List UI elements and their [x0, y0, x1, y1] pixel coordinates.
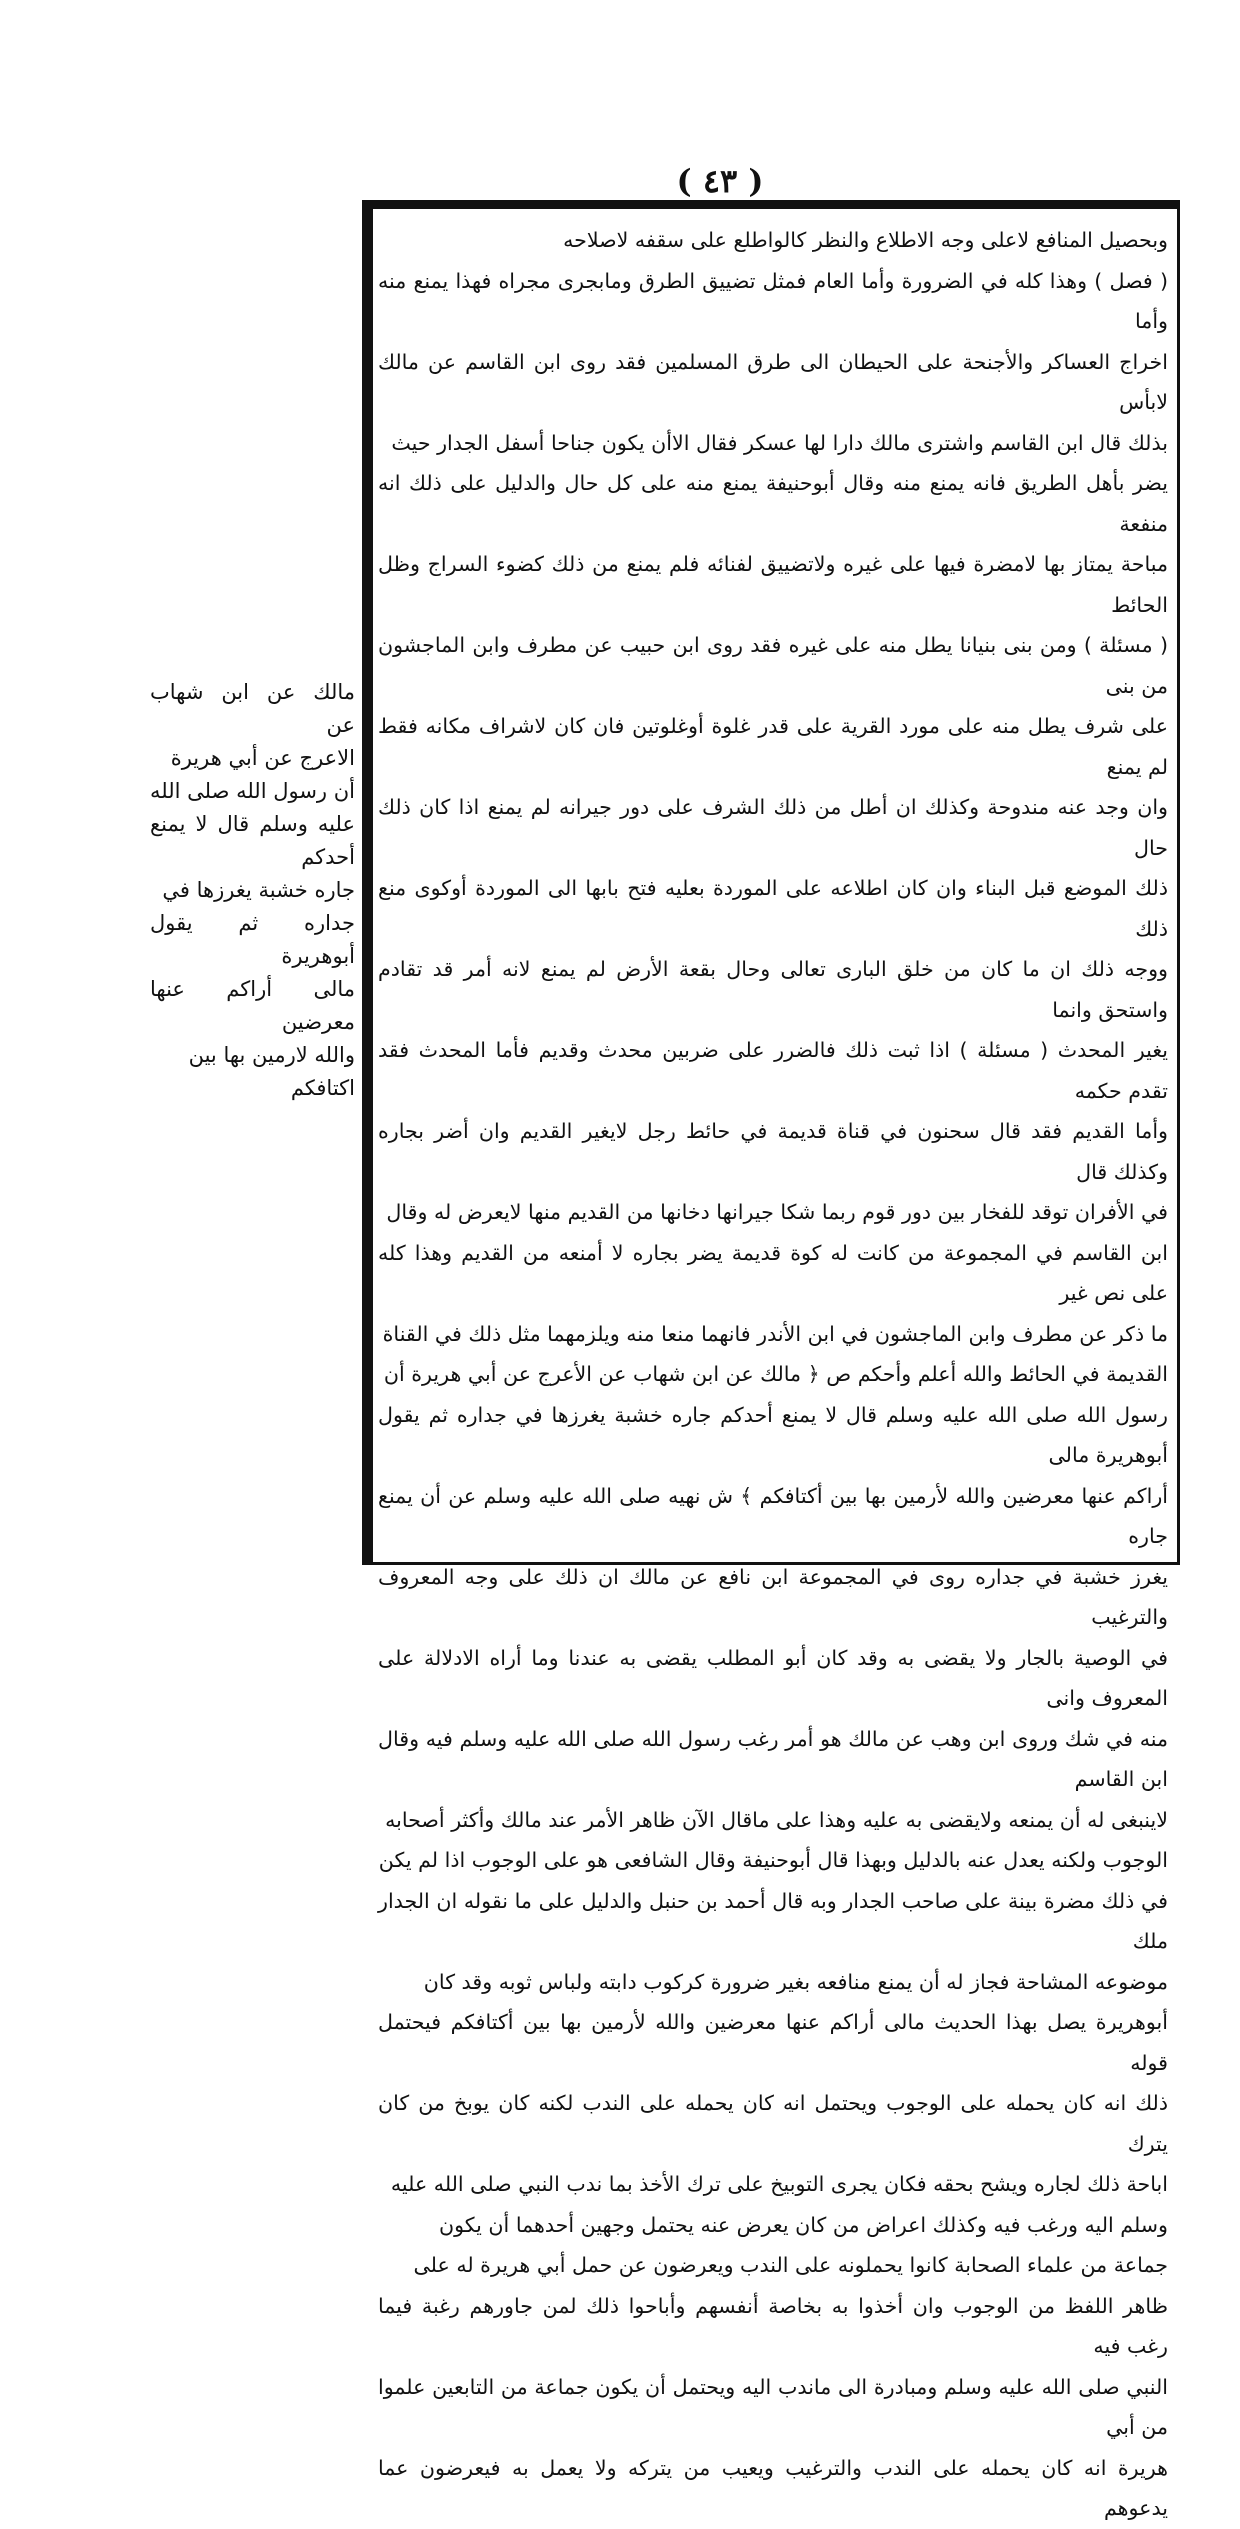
page-number: ( ٤٣ ) — [676, 162, 764, 200]
text-line: اباحة ذلك لجاره ويشح بحقه فكان يجرى التوبيخ على ترك الأخذ بما ندب النبي صلى الله عليه — [390, 2172, 1168, 2196]
text-line: أراكم عنها معرضين والله لأرمين بها بين أكتافكم ﴾ ش نهيه صلى الله عليه وسلم عن أن يمنع جاره — [378, 1483, 1168, 1548]
text-line: في الوصية بالجار ولا يقضى به وقد كان أبو المطلب يقضى به عندنا وما أراه الادلالة على المعروف وانى — [378, 1645, 1168, 1710]
text-line: النبي صلى الله عليه وسلم ومبادرة الى ماندب اليه ويحتمل أن يكون جماعة من التابعين علموا من أبي — [378, 2374, 1168, 2439]
text-line: القديمة في الحائط والله أعلم وأحكم ص ﴿ مالك عن ابن شهاب عن الأعرج عن أبي هريرة أن — [383, 1362, 1168, 1386]
margin-note-line: جاره خشبة يغرزها في — [162, 878, 355, 902]
text-line: هريرة انه كان يحمله على الندب والترغيب ويعيب من يتركه ولا يعمل به فيعرضون عما يدعوهم — [378, 2455, 1168, 2520]
text-line: ظاهر اللفظ من الوجوب وان أخذوا به بخاصة أنفسهم وأباحوا ذلك لمن جاورهم رغبة فيما رغب فيه — [378, 2293, 1168, 2358]
text-line: ووجه ذلك ان ما كان من خلق البارى تعالى وحال بقعة الأرض لم يمنع لانه أمر قد تقادم واستحق وانما — [378, 957, 1168, 1022]
text-line: رسول الله صلى الله عليه وسلم قال لا يمنع أحدكم جاره خشبة يغرزها في جداره ثم يقول أبوهريرة مالى — [378, 1402, 1168, 1467]
margin-note-line: أن رسول الله صلى الله — [150, 779, 355, 803]
text-line: ( فصل ) وهذا كله في الضرورة وأما العام فمثل تضييق الطرق ومابجرى مجراه فهذا يمنع منه وأما — [378, 268, 1168, 333]
text-line: في الأفران توقد للفخار بين دور قوم ربما شكا جيرانها دخانها من القديم منها لايعرض له وقال — [386, 1200, 1168, 1224]
text-line: منه في شك وروى ابن وهب عن مالك هو أمر رغب رسول الله صلى الله عليه وسلم فيه وقال ابن القاسم — [378, 1726, 1168, 1791]
text-line: وسلم اليه ورغب فيه وكذلك اعراض من كان يعرض عنه يحتمل وجهين أحدهما أن يكون — [439, 2212, 1168, 2237]
text-line: يغرز خشبة في جداره روى في المجموعة ابن نافع عن مالك ان ذلك على وجه المعروف والترغيب — [378, 1564, 1168, 1629]
text-line: يغير المحدث ( مسئلة ) اذا ثبت ذلك فالضرر على ضربين محدث وقديم فأما المحدث فقد تقدم حكمه — [378, 1038, 1168, 1103]
text-line: على شرف يطل منه على مورد القرية على قدر غلوة أوغلوتين فان كان لاشراف مكانه فقط لم يمنع — [378, 714, 1168, 779]
text-line: موضوعه المشاحة فجاز له أن يمنع منافعه بغير ضرورة كركوب دابته ولباس ثوبه وقد كان — [423, 1969, 1168, 1994]
text-line: بذلك قال ابن القاسم واشترى مالك دارا لها عسكر فقال الاأن يكون جناحا أسفل الجدار حيث — [391, 430, 1168, 455]
text-line: يضر بأهل الطريق فانه يمنع منه وقال أبوحنيفة يمنع منه على كل حال والدليل على ذلك انه منفعة — [378, 471, 1168, 536]
text-line: ( مسئلة ) ومن بنى بنيانا يطل منه على غيره فقد روى ابن حبيب عن مطرف وابن الماجشون من بنى — [378, 633, 1168, 698]
margin-note-line: عليه وسلم قال لا يمنع أحدكم — [150, 812, 355, 869]
margin-note-line: والله لارمين بها بين — [188, 1043, 355, 1067]
margin-note-line: جداره ثم يقول أبوهريرة — [150, 911, 355, 968]
text-line: مباحة يمتاز بها لامضرة فيها على غيره ولاتضييق لفنائه فلم يمنع من ذلك كضوء السراج وظل الحائط — [378, 552, 1168, 617]
margin-note-line: اكتافكم — [290, 1076, 355, 1100]
text-line: جماعة من علماء الصحابة كانوا يحملونه على الندب ويعرضون عن حمل أبي هريرة له على — [413, 2253, 1168, 2277]
margin-note-line: مالى أراكم عنها معرضين — [150, 977, 355, 1034]
text-line: لاينبغى له أن يمنعه ولايقضى به عليه وهذا على ماقال الآن ظاهر الأمر عند مالك وأكثر أصحابه — [385, 1807, 1168, 1832]
text-line: ما ذكر عن مطرف وابن الماجشون في ابن الأندر فانهما منعا منه ويلزمهما مثل ذلك في القناة — [382, 1321, 1168, 1346]
text-line: أبوهريرة يصل بهذا الحديث مالى أراكم عنها معرضين والله لأرمين بها بين أكتافكم فيحتمل قوله — [378, 2010, 1168, 2075]
main-text-body — [378, 220, 1168, 2520]
text-line: ذلك انه كان يحمله على الوجوب ويحتمل انه كان يحمله على الندب لكنه كان يوبخ من كان يترك — [378, 2091, 1168, 2156]
text-line: ذلك الموضع قبل البناء وان كان اطلاعه على الموردة بعليه فتح بابها الى الموردة أوكوى منع ذلك — [378, 876, 1168, 941]
text-line: وبحصيل المنافع لاعلى وجه الاطلاع والنظر كالواطلع على سقفه لاصلاحه — [563, 228, 1168, 252]
margin-note-line: الاعرج عن أبي هريرة — [170, 746, 355, 770]
margin-note-line: مالك عن ابن شهاب عن — [150, 680, 355, 737]
text-line: وأما القديم فقد قال سحنون في قناة قديمة في حائط رجل لايغير القديم وان أضر بجاره وكذلك قال — [378, 1119, 1168, 1184]
text-line: اخراج العساكر والأجنحة على الحيطان الى طرق المسلمين فقد روى ابن القاسم عن مالك لابأس — [378, 349, 1168, 414]
text-line: ابن القاسم في المجموعة من كانت له كوة قديمة يضر بجاره لا أمنعه من القديم وهذا كله على نص غير — [378, 1240, 1168, 1305]
margin-note — [150, 676, 355, 1100]
text-line: وان وجد عنه مندوحة وكذلك ان أطل من ذلك الشرف على دور جيرانه لم يمنع اذا كان ذلك حال — [378, 795, 1168, 860]
text-line: في ذلك مضرة بينة على صاحب الجدار وبه قال أحمد بن حنبل والدليل على ما نقوله ان الجدار ملك — [378, 1888, 1168, 1953]
text-line: الوجوب ولكنه يعدل عنه بالدليل وبهذا قال أبوحنيفة وقال الشافعى هو على الوجوب اذا لم يكن — [378, 1848, 1168, 1872]
